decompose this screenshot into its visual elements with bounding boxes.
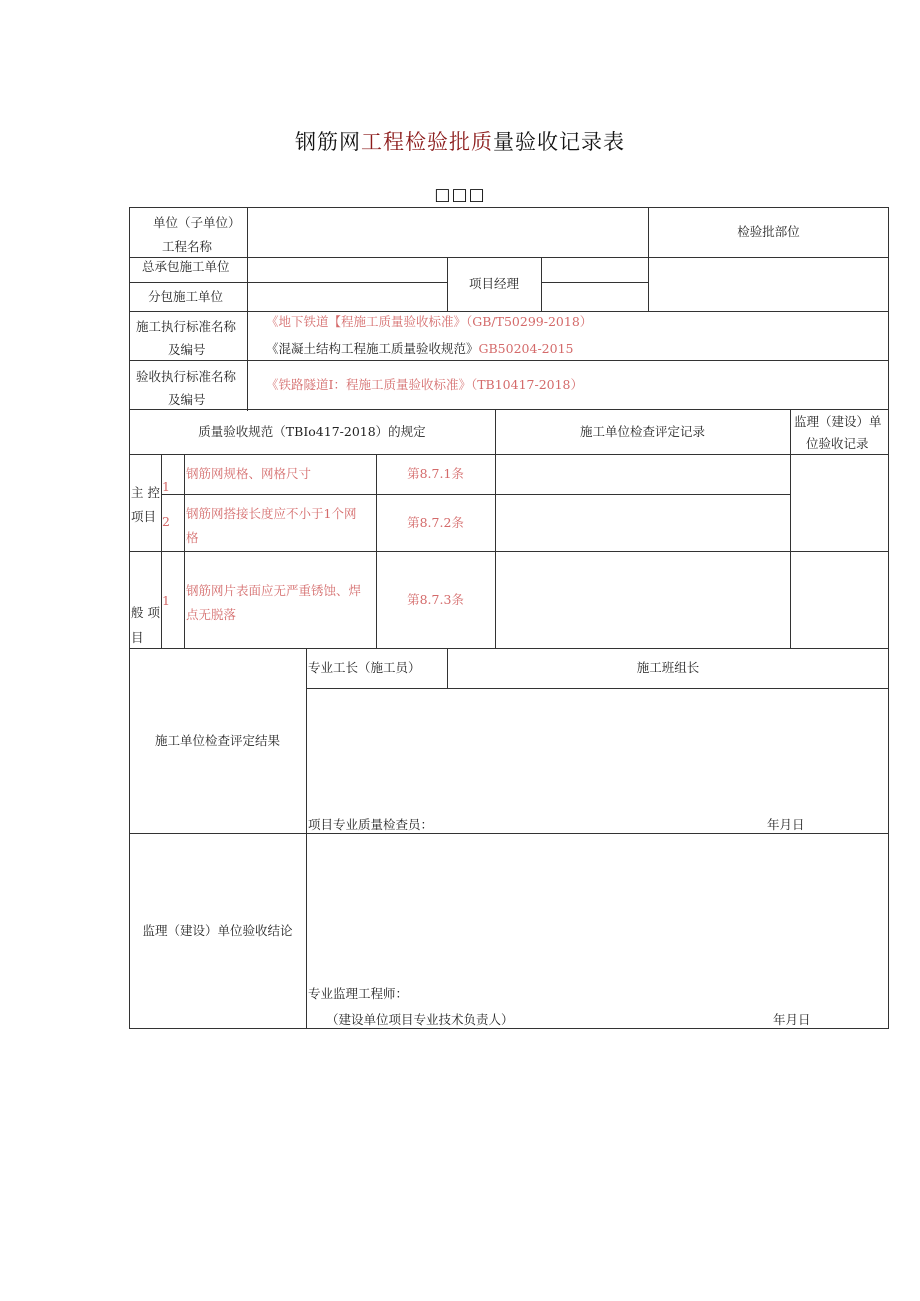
construction-date-label: 年月日 bbox=[767, 817, 805, 832]
team-leader-label: 施工班组长 bbox=[636, 660, 700, 675]
main-control-label-line1: 主 控 bbox=[131, 485, 160, 500]
main-item-2-desc-line1: 钢筋网搭接长度应不小于1个网 bbox=[186, 506, 357, 521]
main-item-1-clause: 第8.7.1条 bbox=[407, 466, 464, 481]
general-item-1-no: 1 bbox=[162, 593, 170, 608]
general-contractor-label: 总承包施工单位 bbox=[142, 259, 230, 274]
supervision-header-line1: 监理（建设）单 bbox=[794, 414, 882, 429]
main-control-label-line2: 项目 bbox=[131, 509, 157, 524]
general-label-line2: 目 bbox=[131, 630, 144, 645]
col-line bbox=[247, 207, 248, 411]
unit-label-line2: 工程名称 bbox=[162, 239, 213, 254]
main-item-2-clause: 第8.7.2条 bbox=[407, 514, 464, 530]
row-line bbox=[648, 257, 889, 258]
main-item-1-desc: 钢筋网规格、网格尺寸 bbox=[186, 466, 312, 481]
exec-standard-label-2: 及编号 bbox=[168, 342, 206, 357]
general-item-1-desc-line1: 钢筋网片表面应无严重锈蚀、焊 bbox=[186, 583, 362, 598]
supervision-engineer-label: 专业监理工程师： bbox=[308, 986, 409, 1001]
exec-standard-2-name: 《混凝土结构工程施工质量验收规范》 bbox=[266, 341, 479, 356]
row-line bbox=[306, 688, 889, 689]
col-line bbox=[306, 648, 307, 1029]
main-item-2-desc-line2: 格 bbox=[186, 530, 199, 545]
accept-standard-label-1: 验收执行标准名称 bbox=[136, 369, 237, 384]
title-part-3: 量验收记录表 bbox=[493, 130, 625, 154]
row-line bbox=[129, 454, 889, 455]
general-item-1-desc-line2: 点无脱落 bbox=[186, 607, 237, 622]
accept-standard: 《铁路隧道I：程施工质量验收标准》（TB10417-2018） bbox=[266, 377, 584, 392]
row-line bbox=[129, 551, 889, 552]
supervision-header-line2: 位验收记录 bbox=[806, 436, 869, 451]
exec-standard-label-1: 施工执行标准名称 bbox=[136, 319, 237, 334]
page-title bbox=[0, 126, 920, 156]
foreman-label: 专业工长（施工员） bbox=[308, 660, 421, 675]
row-line bbox=[541, 282, 648, 283]
inspection-lot-location-label: 检验批部位 bbox=[737, 224, 800, 239]
exec-standard-1: 《地下铁道【程施工质量验收标准》（GB/T50299-2018） bbox=[266, 314, 593, 329]
general-item-1-clause: 第8.7.3条 bbox=[407, 591, 464, 607]
main-item-1-no: 1 bbox=[162, 479, 170, 494]
title-part-1: 钢筋网 bbox=[295, 130, 361, 154]
quality-inspector-label: 项目专业质量检查员： bbox=[308, 817, 434, 832]
owner-rep-label: （建设单位项目专业技术负责人） bbox=[326, 1012, 514, 1027]
main-item-2-no: 2 bbox=[162, 514, 170, 529]
construction-record-header: 施工单位检查评定记录 bbox=[579, 423, 705, 439]
general-label-line1: 般 项 bbox=[131, 605, 160, 620]
form-code: □□□ bbox=[434, 185, 486, 205]
row-line bbox=[129, 360, 889, 361]
col-line bbox=[790, 409, 791, 649]
spec-column-header: 质量验收规范（TBIo417-2018）的规定 bbox=[198, 423, 426, 439]
unit-label-line1: 单位（子单位） bbox=[153, 215, 241, 230]
supervision-date-label: 年月日 bbox=[773, 1012, 811, 1027]
supervision-result-label: 监理（建设）单位验收结论 bbox=[142, 923, 293, 938]
title-part-2: 工程检验批质 bbox=[361, 130, 493, 154]
exec-standard-2-code: GB50204-2015 bbox=[478, 341, 574, 356]
col-line bbox=[184, 454, 185, 649]
accept-standard-label-2: 及编号 bbox=[168, 392, 206, 407]
subcontractor-label: 分包施工单位 bbox=[148, 289, 224, 304]
exec-standard-2 bbox=[266, 338, 574, 360]
col-line bbox=[541, 257, 542, 312]
construction-result-label: 施工单位检查评定结果 bbox=[154, 732, 280, 748]
row-line bbox=[129, 282, 447, 283]
project-manager-label: 项目经理 bbox=[468, 276, 519, 291]
